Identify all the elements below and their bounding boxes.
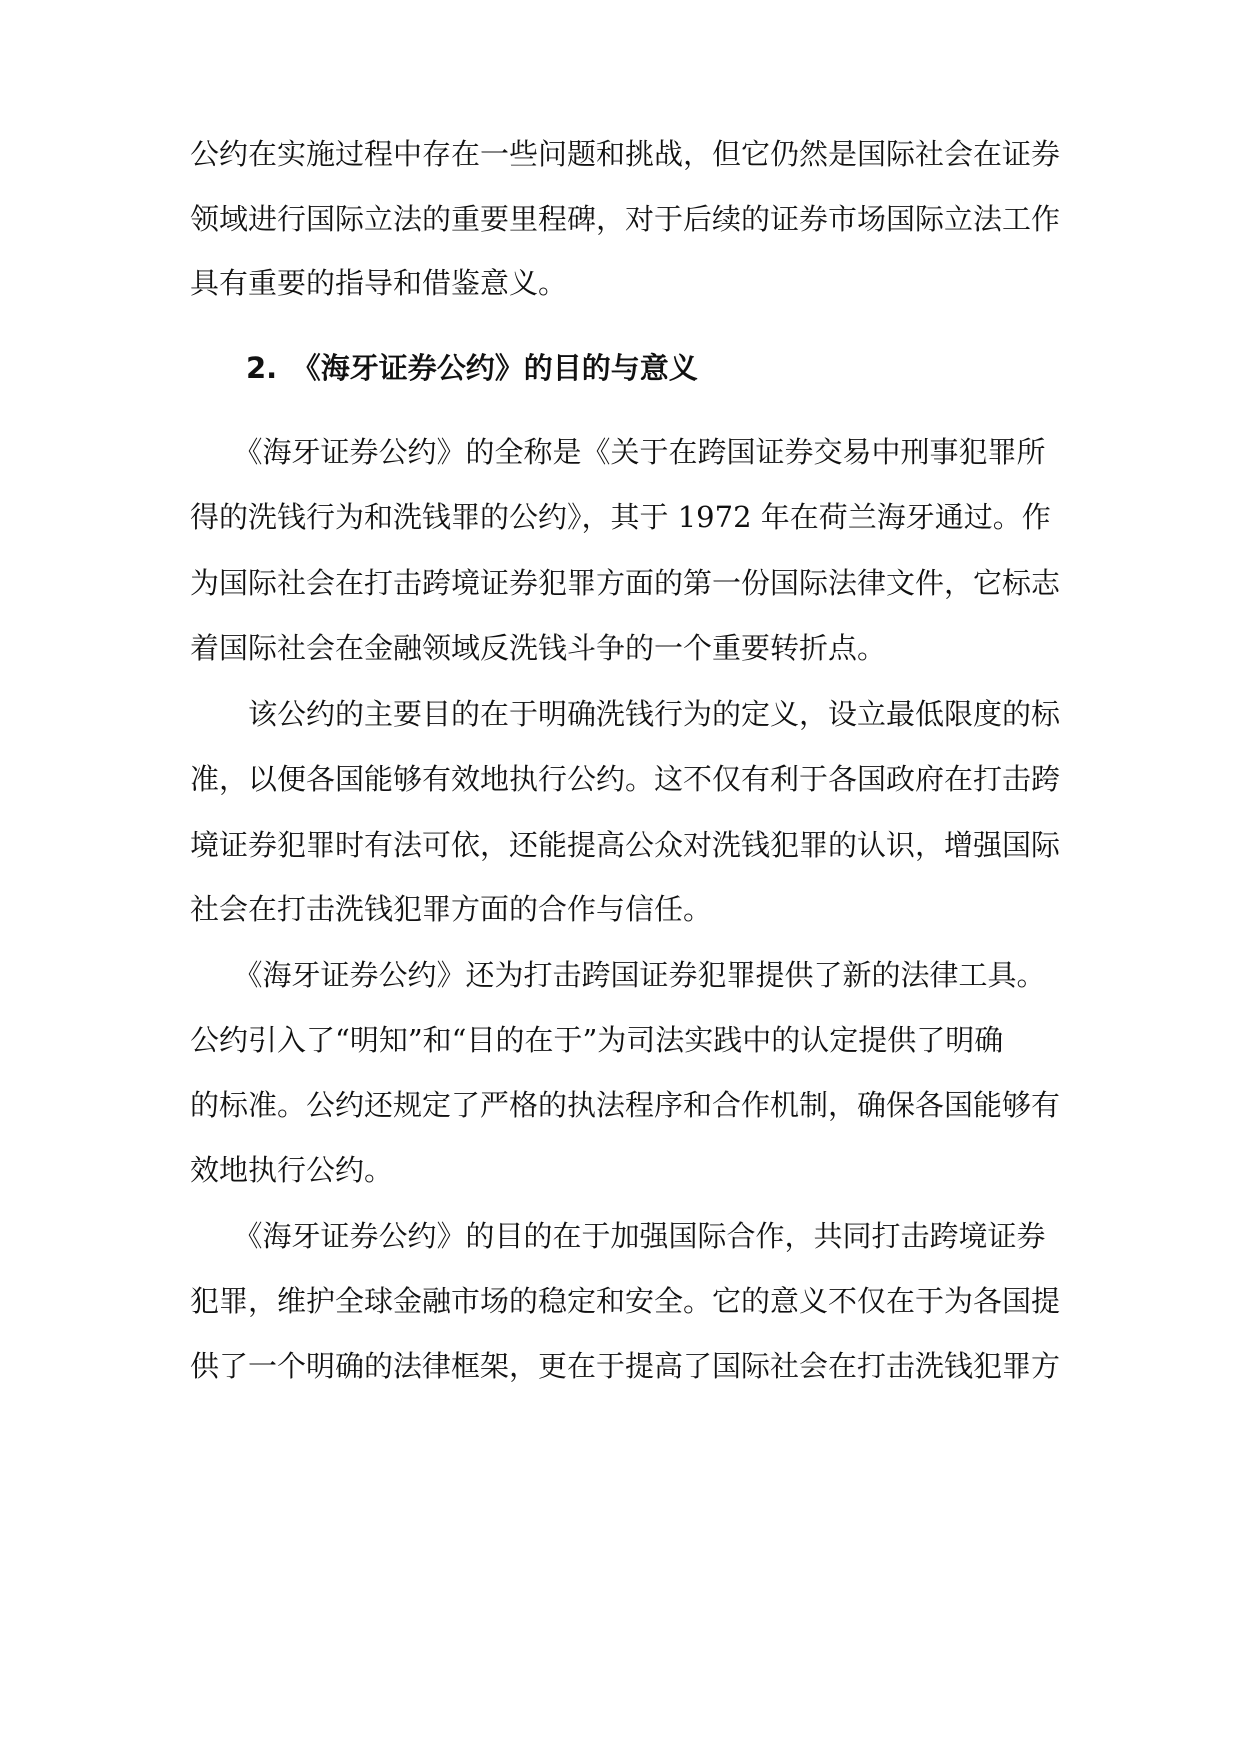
section-heading: 2. 《海牙证券公约》的目的与意义 xyxy=(246,351,698,385)
body-text-line: 公约引入了“明知”和“目的在于”为司法实践中的认定提供了明确 xyxy=(190,1023,1004,1057)
body-text-line: 公约在实施过程中存在一些问题和挑战，但它仍然是国际社会在证券 xyxy=(190,137,1061,171)
body-text-line: 得的洗钱行为和洗钱罪的公约》，其于 1972 年在荷兰海牙通过。作 xyxy=(190,500,1051,534)
body-text-line: 境证券犯罪时有法可依，还能提高公众对洗钱犯罪的认识，增强国际 xyxy=(190,828,1061,862)
body-text-line: 的标准。公约还规定了严格的执法程序和合作机制，确保各国能够有 xyxy=(190,1088,1061,1122)
body-text-line: 效地执行公约。 xyxy=(190,1153,394,1187)
body-text-line: 《海牙证券公约》的全称是《关于在跨国证券交易中刑事犯罪所 xyxy=(190,435,1046,469)
body-text-line: 领域进行国际立法的重要里程碑，对于后续的证券市场国际立法工作 xyxy=(190,202,1061,236)
body-text-line: 供了一个明确的法律框架，更在于提高了国际社会在打击洗钱犯罪方 xyxy=(190,1349,1061,1383)
body-text-line: 该公约的主要目的在于明确洗钱行为的定义，设立最低限度的标 xyxy=(190,697,1061,731)
body-text-line: 具有重要的指导和借鉴意义。 xyxy=(190,266,568,300)
body-text-line: 准，以便各国能够有效地执行公约。这不仅有利于各国政府在打击跨 xyxy=(190,762,1061,796)
body-text-line: 《海牙证券公约》还为打击跨国证券犯罪提供了新的法律工具。 xyxy=(190,958,1046,992)
body-text-line: 为国际社会在打击跨境证券犯罪方面的第一份国际法律文件，它标志 xyxy=(190,566,1061,600)
body-text-line: 犯罪，维护全球金融市场的稳定和安全。它的意义不仅在于为各国提 xyxy=(190,1284,1061,1318)
body-text-line: 着国际社会在金融领域反洗钱斗争的一个重要转折点。 xyxy=(190,631,887,665)
body-text-line: 《海牙证券公约》的目的在于加强国际合作，共同打击跨境证券 xyxy=(190,1219,1046,1253)
body-text-line: 社会在打击洗钱犯罪方面的合作与信任。 xyxy=(190,892,713,926)
